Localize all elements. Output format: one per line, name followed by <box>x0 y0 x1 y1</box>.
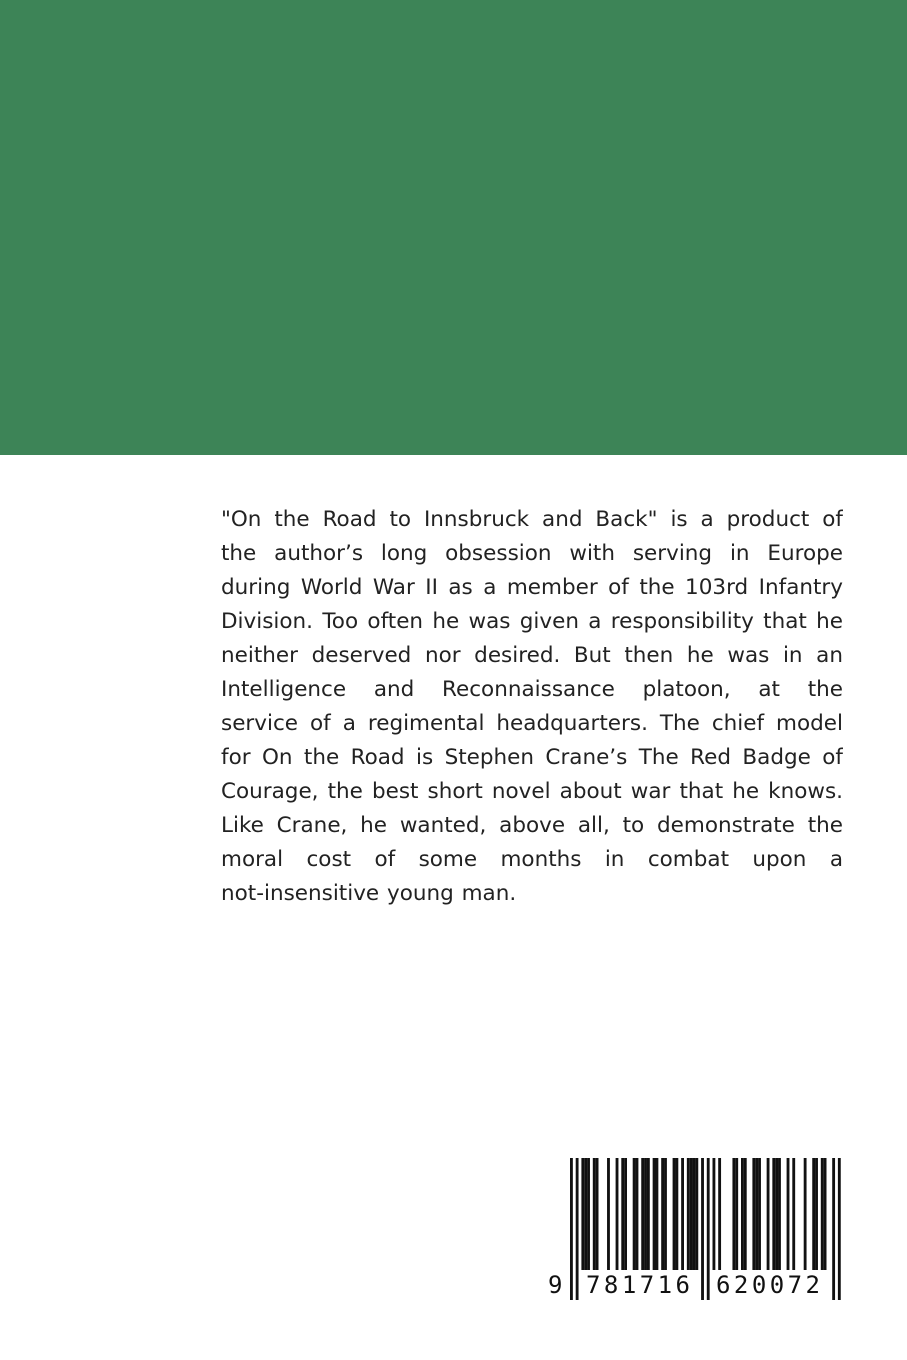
barcode-bar <box>661 1158 664 1270</box>
isbn-barcode <box>544 1150 850 1310</box>
barcode-guard-bar <box>570 1158 573 1300</box>
barcode-bar <box>787 1158 790 1270</box>
cover-color-band <box>0 0 907 455</box>
barcode-bar <box>775 1158 778 1270</box>
blurb-line: during World War II as a member of the 103rd Infantry <box>221 575 843 600</box>
blurb-line: not-insensitive young man. <box>221 881 517 906</box>
barcode-bar <box>741 1158 744 1270</box>
blurb-line: "On the Road to Innsbruck and Back" is a product of <box>221 507 843 532</box>
barcode-bars <box>544 1150 850 1310</box>
barcode-bar <box>681 1158 684 1270</box>
barcode-bar <box>641 1158 644 1270</box>
blurb-line: Division. Too often he was given a responsibility that he <box>221 609 843 634</box>
barcode-bar <box>824 1158 827 1270</box>
barcode-bar <box>690 1158 693 1270</box>
blurb-line: service of a regimental headquarters. The chief model <box>221 711 843 736</box>
barcode-guard-bar <box>707 1158 710 1300</box>
barcode-bar <box>664 1158 667 1270</box>
barcode-bar <box>755 1158 758 1270</box>
barcode-guard-bar <box>838 1158 841 1300</box>
barcode-bar <box>732 1158 735 1270</box>
barcode-guard-bar <box>576 1158 579 1300</box>
back-cover-blurb <box>221 503 843 911</box>
barcode-bar <box>644 1158 647 1270</box>
barcode-bar <box>621 1158 624 1270</box>
barcode-bar <box>752 1158 755 1270</box>
barcode-right-digits: 620072 <box>716 1271 820 1299</box>
barcode-bar <box>772 1158 775 1270</box>
barcode-bar <box>616 1158 619 1270</box>
barcode-bar <box>607 1158 610 1270</box>
barcode-bar <box>778 1158 781 1270</box>
barcode-bar <box>744 1158 747 1270</box>
blurb-line: Courage, the best short novel about war that he knows. <box>221 779 843 804</box>
barcode-bar <box>593 1158 596 1270</box>
blurb-line: the author’s long obsession with serving in Europe <box>221 541 843 566</box>
blurb-line: Intelligence and Reconnaissance platoon, at the <box>221 677 843 702</box>
barcode-bar <box>656 1158 659 1270</box>
barcode-bar <box>758 1158 761 1270</box>
barcode-bar <box>581 1158 584 1270</box>
barcode-guard-bar <box>832 1158 835 1300</box>
barcode-bar <box>587 1158 590 1270</box>
blurb-line: Like Crane, he wanted, above all, to demonstrate the <box>221 813 843 838</box>
barcode-bar <box>821 1158 824 1270</box>
barcode-bar <box>695 1158 698 1270</box>
barcode-bar <box>647 1158 650 1270</box>
barcode-bar <box>636 1158 639 1270</box>
barcode-bar <box>815 1158 818 1270</box>
barcode-bar <box>633 1158 636 1270</box>
barcode-bar <box>596 1158 599 1270</box>
barcode-bar <box>693 1158 696 1270</box>
barcode-bar <box>767 1158 770 1270</box>
barcode-bar <box>624 1158 627 1270</box>
barcode-bar <box>713 1158 716 1270</box>
barcode-bar <box>675 1158 678 1270</box>
barcode-bar <box>584 1158 587 1270</box>
barcode-guard-bar <box>701 1158 704 1300</box>
barcode-bar <box>687 1158 690 1270</box>
barcode-bar <box>735 1158 738 1270</box>
barcode-left-digits: 781716 <box>586 1271 690 1299</box>
barcode-bar <box>792 1158 795 1270</box>
barcode-bar <box>653 1158 656 1270</box>
barcode-bar <box>812 1158 815 1270</box>
blurb-line: for On the Road is Stephen Crane’s The Red Badge of <box>221 745 843 770</box>
barcode-bar <box>673 1158 676 1270</box>
blurb-line: moral cost of some months in combat upon a <box>221 847 843 872</box>
barcode-lead-digit: 9 <box>548 1271 563 1299</box>
blurb-line: neither deserved nor desired. But then he was in an <box>221 643 843 668</box>
barcode-bar <box>804 1158 807 1270</box>
barcode-bar <box>718 1158 721 1270</box>
